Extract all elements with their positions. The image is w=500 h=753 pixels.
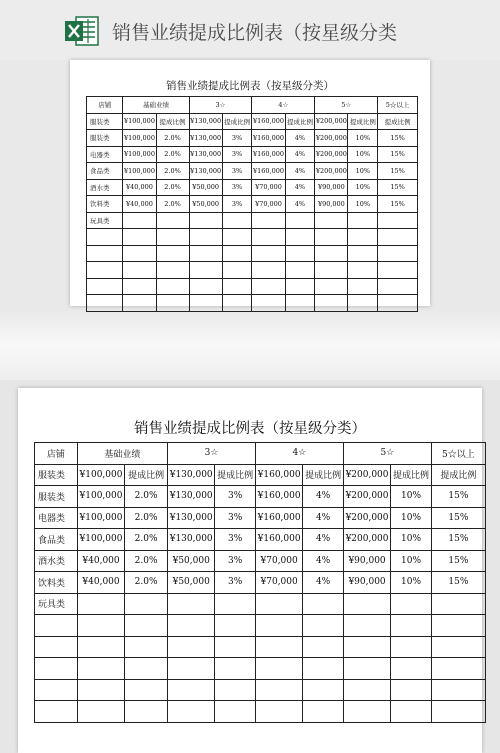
- table-cell: ¥70,000: [252, 179, 285, 196]
- table-cell: 2.0%: [156, 179, 189, 196]
- table-row: [35, 701, 486, 723]
- table-cell: [156, 245, 189, 262]
- table-cell: ¥50,000: [189, 179, 222, 196]
- table-cell: [431, 701, 485, 723]
- table-cell: [255, 636, 302, 658]
- reflection-band: [0, 310, 500, 380]
- table-row: [87, 262, 418, 279]
- table-cell: [215, 658, 256, 680]
- table-cell: [123, 229, 156, 246]
- column-header: 5☆: [315, 97, 378, 114]
- sheet-preview-large: [18, 388, 482, 753]
- table-cell: 3%: [215, 550, 256, 572]
- table-row: [87, 295, 418, 312]
- column-header: 5☆: [343, 443, 431, 465]
- store-cell: 服装类: [87, 130, 123, 147]
- table-cell: ¥160,000: [252, 146, 285, 163]
- table-cell: 3%: [222, 179, 252, 196]
- table-cell: [348, 262, 378, 279]
- table-cell: [168, 615, 215, 637]
- table-cell: ¥200,000: [315, 146, 348, 163]
- table-cell: [285, 278, 315, 295]
- table-row: [87, 130, 418, 147]
- table-cell: ¥130,000: [189, 146, 222, 163]
- table-cell: [391, 679, 432, 701]
- table-cell: 提成比例: [222, 113, 252, 130]
- table-cell: [222, 212, 252, 229]
- table-cell: 10%: [348, 179, 378, 196]
- table-cell: 15%: [378, 146, 418, 163]
- table-cell: 15%: [431, 572, 485, 594]
- table-cell: 10%: [391, 529, 432, 551]
- table-cell: [285, 212, 315, 229]
- table-cell: [315, 295, 348, 312]
- store-cell: 电器类: [87, 146, 123, 163]
- table-cell: [431, 593, 485, 615]
- table-cell: [431, 615, 485, 637]
- table-cell: ¥160,000: [252, 163, 285, 180]
- table-cell: 3%: [222, 130, 252, 147]
- table-cell: 10%: [391, 550, 432, 572]
- table-row: [35, 507, 486, 529]
- header-bar: [0, 0, 500, 60]
- table-cell: 2.0%: [156, 130, 189, 147]
- table-cell: [222, 262, 252, 279]
- commission-table: [86, 96, 418, 312]
- table-cell: [77, 658, 124, 680]
- table-cell: ¥160,000: [255, 464, 302, 486]
- table-cell: [348, 245, 378, 262]
- table-cell: [315, 229, 348, 246]
- table-cell: [125, 615, 168, 637]
- table-cell: [255, 658, 302, 680]
- table-cell: 3%: [222, 196, 252, 213]
- table-cell: [285, 262, 315, 279]
- table-cell: [303, 593, 344, 615]
- table-cell: 提成比例: [156, 113, 189, 130]
- table-cell: [123, 245, 156, 262]
- table-cell: [189, 245, 222, 262]
- table-cell: [391, 593, 432, 615]
- table-cell: [123, 212, 156, 229]
- table-cell: [431, 679, 485, 701]
- table-cell: ¥100,000: [77, 507, 124, 529]
- table-cell: [125, 701, 168, 723]
- store-cell: 食品类: [35, 529, 78, 551]
- table-cell: 提成比例: [285, 113, 315, 130]
- table-cell: ¥40,000: [77, 550, 124, 572]
- table-cell: [189, 278, 222, 295]
- table-cell: 15%: [431, 507, 485, 529]
- column-header: 基础业绩: [77, 443, 167, 465]
- table-cell: 4%: [303, 550, 344, 572]
- table-cell: [168, 679, 215, 701]
- store-cell: [87, 278, 123, 295]
- table-cell: ¥40,000: [77, 572, 124, 594]
- table-cell: 2.0%: [156, 146, 189, 163]
- table-cell: 15%: [378, 163, 418, 180]
- table-cell: [348, 295, 378, 312]
- table-cell: ¥200,000: [343, 486, 390, 508]
- table-cell: [343, 679, 390, 701]
- table-cell: [77, 679, 124, 701]
- table-cell: [343, 658, 390, 680]
- table-cell: [123, 278, 156, 295]
- table-cell: [215, 701, 256, 723]
- table-cell: 3%: [215, 529, 256, 551]
- table-cell: [348, 212, 378, 229]
- table-cell: 4%: [285, 130, 315, 147]
- table-cell: [343, 615, 390, 637]
- table-cell: ¥90,000: [315, 179, 348, 196]
- table-row: [35, 572, 486, 594]
- table-cell: 10%: [348, 146, 378, 163]
- table-row: [87, 278, 418, 295]
- table-header-row: [35, 443, 486, 465]
- table-cell: 2.0%: [125, 550, 168, 572]
- column-header: 3☆: [168, 443, 256, 465]
- table-cell: ¥50,000: [189, 196, 222, 213]
- table-row: [35, 679, 486, 701]
- store-cell: [35, 615, 78, 637]
- table-cell: ¥40,000: [123, 179, 156, 196]
- table-cell: 3%: [215, 572, 256, 594]
- table-row: [87, 229, 418, 246]
- table-cell: [303, 658, 344, 680]
- table-cell: ¥90,000: [315, 196, 348, 213]
- store-cell: [35, 701, 78, 723]
- table-cell: [255, 701, 302, 723]
- table-cell: ¥70,000: [255, 572, 302, 594]
- column-header: 基础业绩: [123, 97, 189, 114]
- store-cell: [35, 658, 78, 680]
- table-cell: 2.0%: [125, 529, 168, 551]
- store-cell: 食品类: [87, 163, 123, 180]
- store-cell: 酒水类: [35, 550, 78, 572]
- table-cell: [378, 278, 418, 295]
- table-cell: ¥100,000: [77, 464, 124, 486]
- store-cell: [87, 245, 123, 262]
- table-cell: 10%: [391, 507, 432, 529]
- table-cell: 3%: [222, 146, 252, 163]
- table-cell: [222, 245, 252, 262]
- table-cell: ¥100,000: [123, 130, 156, 147]
- table-cell: 15%: [378, 196, 418, 213]
- table-cell: ¥50,000: [168, 550, 215, 572]
- table-cell: [391, 615, 432, 637]
- table-cell: ¥100,000: [123, 113, 156, 130]
- table-cell: 4%: [303, 529, 344, 551]
- table-row: [35, 486, 486, 508]
- table-cell: [168, 658, 215, 680]
- table-cell: ¥160,000: [255, 529, 302, 551]
- table-cell: [378, 262, 418, 279]
- table-cell: 15%: [431, 486, 485, 508]
- table-cell: [378, 229, 418, 246]
- table-cell: 10%: [348, 196, 378, 213]
- table-cell: 提成比例: [215, 464, 256, 486]
- table-cell: [252, 212, 285, 229]
- table-cell: [156, 278, 189, 295]
- table-body: [35, 443, 486, 723]
- table-cell: ¥160,000: [255, 486, 302, 508]
- table-cell: ¥70,000: [255, 550, 302, 572]
- table-row: [35, 550, 486, 572]
- table-cell: [378, 245, 418, 262]
- table-cell: ¥160,000: [252, 130, 285, 147]
- table-cell: [222, 278, 252, 295]
- table-cell: 2.0%: [156, 196, 189, 213]
- store-cell: 饮料类: [35, 572, 78, 594]
- table-cell: ¥130,000: [189, 113, 222, 130]
- table-cell: [215, 679, 256, 701]
- table-cell: ¥200,000: [343, 464, 390, 486]
- table-cell: [285, 229, 315, 246]
- table-cell: [189, 212, 222, 229]
- table-row: [35, 593, 486, 615]
- table-cell: [168, 636, 215, 658]
- table-row: [87, 179, 418, 196]
- table-cell: [343, 636, 390, 658]
- column-header: 4☆: [252, 97, 315, 114]
- table-cell: [303, 701, 344, 723]
- table-cell: [255, 593, 302, 615]
- store-cell: 玩具类: [35, 593, 78, 615]
- table-cell: [378, 295, 418, 312]
- table-cell: [315, 262, 348, 279]
- table-cell: 提成比例: [378, 113, 418, 130]
- table-cell: ¥100,000: [77, 486, 124, 508]
- table-row: [35, 529, 486, 551]
- table-cell: 15%: [431, 529, 485, 551]
- store-cell: 服装类: [87, 113, 123, 130]
- table-cell: 提成比例: [348, 113, 378, 130]
- table-cell: [125, 593, 168, 615]
- table-cell: [285, 245, 315, 262]
- table-cell: [252, 245, 285, 262]
- table-body: [87, 97, 418, 312]
- table-cell: [77, 615, 124, 637]
- table-cell: 4%: [285, 196, 315, 213]
- table-cell: [431, 658, 485, 680]
- table-cell: [285, 295, 315, 312]
- store-cell: [87, 295, 123, 312]
- table-row: [87, 212, 418, 229]
- table-cell: [391, 636, 432, 658]
- table-cell: [252, 229, 285, 246]
- column-header: 4☆: [255, 443, 343, 465]
- store-cell: [35, 679, 78, 701]
- table-cell: ¥130,000: [168, 529, 215, 551]
- store-cell: 电器类: [35, 507, 78, 529]
- table-cell: ¥200,000: [343, 529, 390, 551]
- commission-table: [34, 442, 486, 723]
- table-cell: [348, 278, 378, 295]
- store-cell: 服装类: [35, 464, 78, 486]
- table-cell: 4%: [285, 179, 315, 196]
- table-row: [87, 113, 418, 130]
- table-cell: [156, 212, 189, 229]
- table-cell: 3%: [222, 163, 252, 180]
- table-cell: 2.0%: [125, 486, 168, 508]
- table-cell: 提成比例: [125, 464, 168, 486]
- table-cell: 提成比例: [303, 464, 344, 486]
- table-row: [35, 464, 486, 486]
- table-cell: [125, 636, 168, 658]
- table-cell: [215, 615, 256, 637]
- table-cell: 10%: [391, 572, 432, 594]
- document-title: 销售业绩提成比例表（按星级分类）: [166, 80, 334, 92]
- table-cell: [378, 212, 418, 229]
- table-cell: [391, 658, 432, 680]
- document-title: 销售业绩提成比例表（按星级分类）: [134, 421, 366, 437]
- table-cell: ¥100,000: [77, 529, 124, 551]
- table-cell: ¥200,000: [315, 130, 348, 147]
- table-cell: [125, 679, 168, 701]
- table-cell: ¥100,000: [123, 163, 156, 180]
- table-cell: [315, 245, 348, 262]
- table-cell: [189, 295, 222, 312]
- table-cell: [303, 615, 344, 637]
- table-cell: [391, 701, 432, 723]
- table-cell: ¥70,000: [252, 196, 285, 213]
- table-cell: 提成比例: [391, 464, 432, 486]
- table-row: [35, 658, 486, 680]
- table-cell: [77, 636, 124, 658]
- table-cell: [252, 278, 285, 295]
- table-cell: ¥200,000: [315, 163, 348, 180]
- table-cell: [431, 636, 485, 658]
- table-row: [35, 636, 486, 658]
- store-cell: [87, 262, 123, 279]
- table-cell: [315, 212, 348, 229]
- table-cell: ¥40,000: [123, 196, 156, 213]
- table-cell: ¥130,000: [168, 486, 215, 508]
- table-cell: [222, 295, 252, 312]
- table-cell: ¥200,000: [343, 507, 390, 529]
- column-header: 店铺: [35, 443, 78, 465]
- column-header: 店铺: [87, 97, 123, 114]
- table-row: [87, 245, 418, 262]
- table-cell: [255, 615, 302, 637]
- table-cell: ¥100,000: [123, 146, 156, 163]
- table-cell: 4%: [303, 572, 344, 594]
- store-cell: 玩具类: [87, 212, 123, 229]
- table-cell: [156, 295, 189, 312]
- table-cell: 2.0%: [125, 507, 168, 529]
- table-cell: 3%: [215, 507, 256, 529]
- table-cell: [343, 701, 390, 723]
- table-cell: [252, 295, 285, 312]
- table-cell: ¥90,000: [343, 572, 390, 594]
- table-cell: [215, 636, 256, 658]
- table-cell: ¥160,000: [252, 113, 285, 130]
- table-cell: 15%: [378, 179, 418, 196]
- table-cell: [77, 593, 124, 615]
- table-header-row: [87, 97, 418, 114]
- table-cell: ¥130,000: [189, 130, 222, 147]
- table-cell: [156, 229, 189, 246]
- table-cell: [348, 229, 378, 246]
- table-cell: [123, 295, 156, 312]
- table-cell: [77, 701, 124, 723]
- table-cell: ¥130,000: [168, 507, 215, 529]
- table-cell: 10%: [348, 163, 378, 180]
- table-cell: 提成比例: [431, 464, 485, 486]
- table-cell: ¥200,000: [315, 113, 348, 130]
- table-cell: 4%: [285, 163, 315, 180]
- sheet-preview-small: [70, 60, 430, 306]
- table-cell: [303, 679, 344, 701]
- store-cell: [35, 636, 78, 658]
- table-cell: [123, 262, 156, 279]
- store-cell: 服装类: [35, 486, 78, 508]
- table-cell: [189, 229, 222, 246]
- page-title: 销售业绩提成比例表（按星级分类: [112, 22, 398, 44]
- store-cell: 饮料类: [87, 196, 123, 213]
- table-cell: [156, 262, 189, 279]
- store-cell: 酒水类: [87, 179, 123, 196]
- table-cell: [168, 701, 215, 723]
- table-cell: [252, 262, 285, 279]
- column-header: 5☆以上: [431, 443, 485, 465]
- table-cell: 3%: [215, 486, 256, 508]
- table-row: [87, 146, 418, 163]
- table-cell: 10%: [348, 130, 378, 147]
- table-cell: ¥130,000: [168, 464, 215, 486]
- table-cell: 15%: [431, 550, 485, 572]
- table-cell: [315, 278, 348, 295]
- table-cell: [215, 593, 256, 615]
- table-cell: ¥160,000: [255, 507, 302, 529]
- table-cell: [303, 636, 344, 658]
- store-cell: [87, 229, 123, 246]
- column-header: 5☆以上: [378, 97, 418, 114]
- table-cell: 10%: [391, 486, 432, 508]
- table-cell: [125, 658, 168, 680]
- table-row: [87, 163, 418, 180]
- table-cell: [189, 262, 222, 279]
- table-cell: 2.0%: [156, 163, 189, 180]
- table-cell: ¥90,000: [343, 550, 390, 572]
- table-cell: 4%: [303, 507, 344, 529]
- table-cell: 4%: [303, 486, 344, 508]
- table-cell: 15%: [378, 130, 418, 147]
- table-cell: [343, 593, 390, 615]
- table-cell: 2.0%: [125, 572, 168, 594]
- excel-icon: [64, 14, 100, 48]
- table-row: [87, 196, 418, 213]
- table-cell: 4%: [285, 146, 315, 163]
- table-cell: [168, 593, 215, 615]
- table-cell: ¥50,000: [168, 572, 215, 594]
- table-cell: ¥130,000: [189, 163, 222, 180]
- table-row: [35, 615, 486, 637]
- column-header: 3☆: [189, 97, 252, 114]
- table-cell: [222, 229, 252, 246]
- table-cell: [255, 679, 302, 701]
